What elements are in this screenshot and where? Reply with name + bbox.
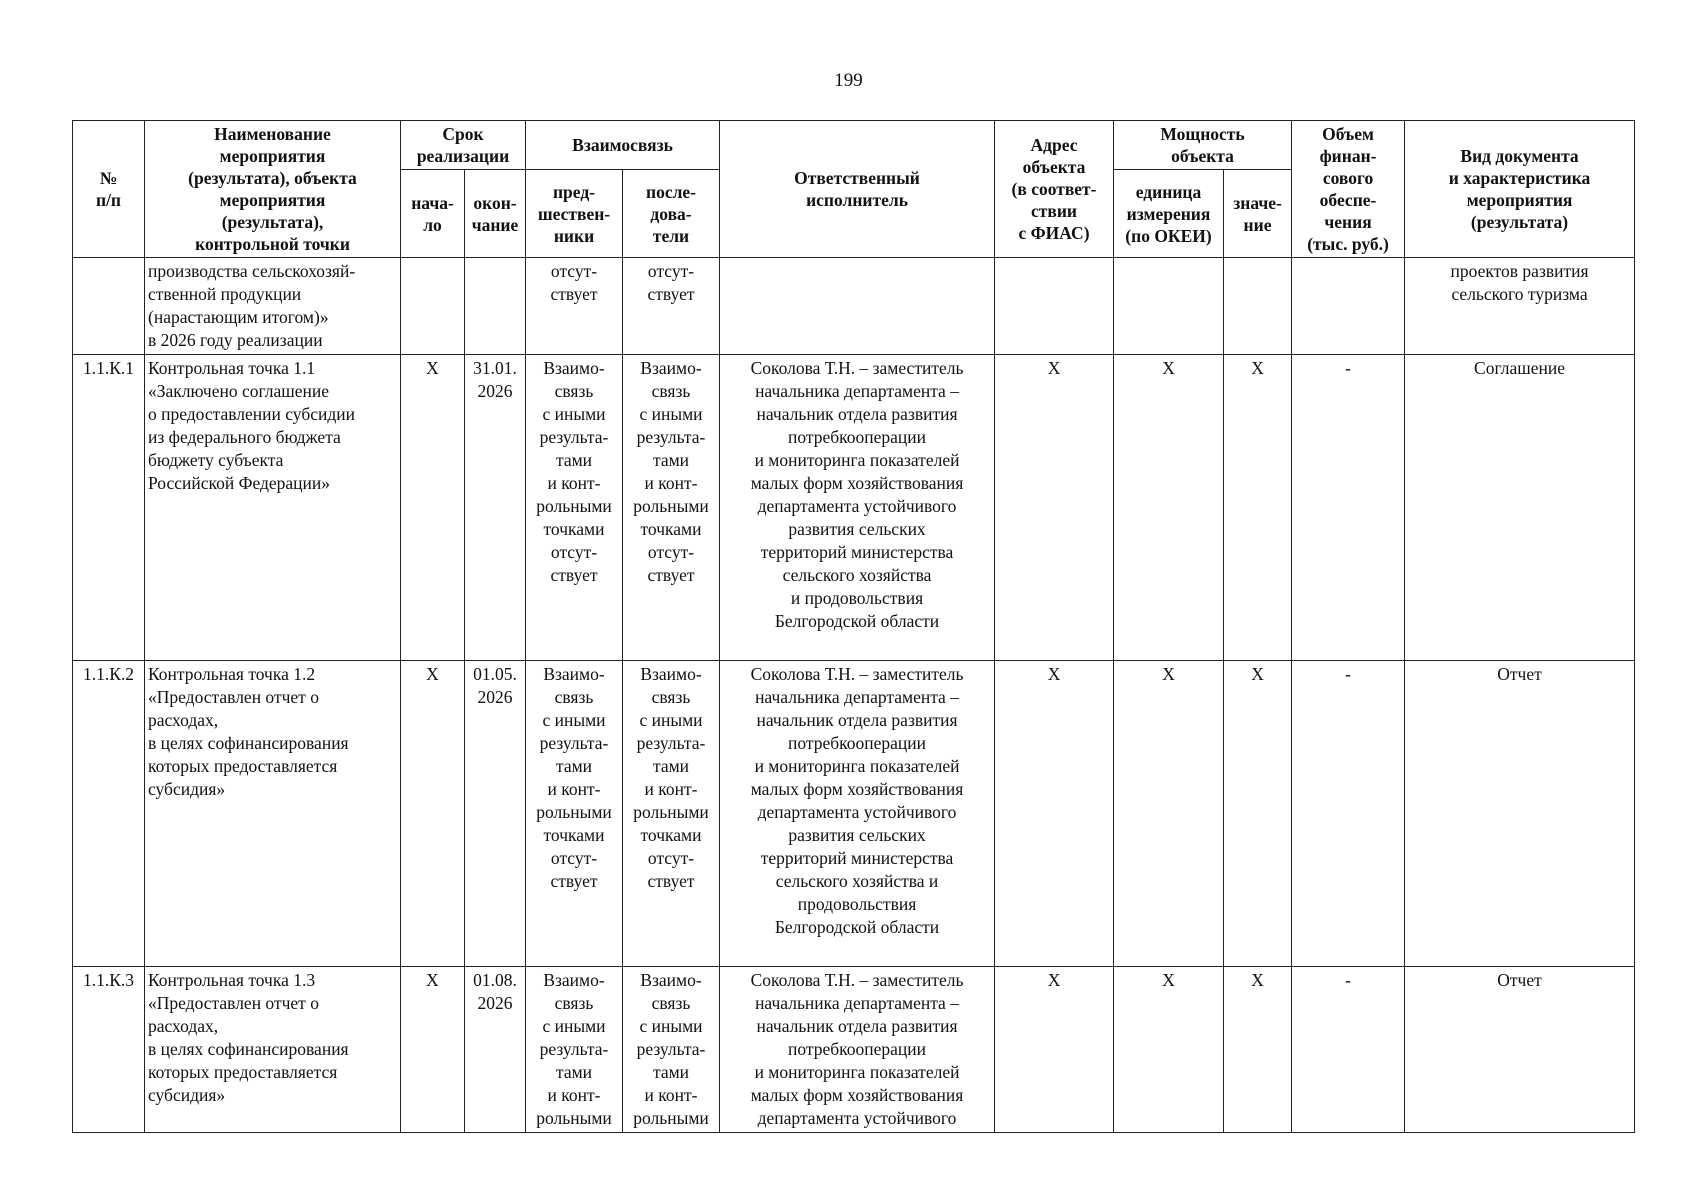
cell-prev: Взаимо- связь с иными результа- тами и конт- рольными точками отсут- ствует: [526, 661, 623, 967]
cell-name: Контрольная точка 1.2 «Предоставлен отчет о расходах, в целях софинансирования которых предоставляется субсидия»: [145, 661, 401, 967]
header-link-next: после- дова- тели: [623, 170, 720, 258]
cell-responsible: Соколова Т.Н. – заместитель начальника департамента – начальник отдела развития потребкооперации и мониторинга показателей малых форм хозяйствования департамента устойчивого развития сельских территорий министерства сельского хозяйства и продовольствия Белгородской области: [720, 661, 995, 967]
table-row: [73, 661, 1635, 967]
cell-funding: -: [1292, 967, 1405, 1133]
cell-start: X: [401, 967, 465, 1133]
cell-num: [73, 258, 145, 355]
header-capacity-unit: единица измерения (по ОКЕИ): [1114, 170, 1224, 258]
cell-address: X: [995, 967, 1114, 1133]
header-responsible: Ответственный исполнитель: [720, 121, 995, 258]
cell-value: X: [1224, 355, 1292, 661]
header-name: Наименование мероприятия (результата), объекта мероприятия (результата), контрольной точки: [145, 121, 401, 258]
cell-start: X: [401, 355, 465, 661]
cell-address: X: [995, 661, 1114, 967]
cell-end: 31.01. 2026: [465, 355, 526, 661]
cell-num: 1.1.К.1: [73, 355, 145, 661]
header-funding: Объем финан- сового обеспе- чения (тыс. руб.): [1292, 121, 1405, 258]
page-number: 199: [834, 70, 863, 91]
cell-name: производства сельскохозяй- ственной продукции (нарастающим итогом)» в 2026 году реализации: [145, 258, 401, 355]
cell-funding: -: [1292, 355, 1405, 661]
header-address: Адрес объекта (в соответ- ствии с ФИАС): [995, 121, 1114, 258]
cell-value: X: [1224, 661, 1292, 967]
cell-funding: [1292, 258, 1405, 355]
cell-prev: отсут- ствует: [526, 258, 623, 355]
plan-table: [72, 120, 1635, 1133]
cell-prev: Взаимо- связь с иными результа- тами и конт- рольными: [526, 967, 623, 1133]
cell-responsible: [720, 258, 995, 355]
cell-end: 01.08. 2026: [465, 967, 526, 1133]
continuation-row: [73, 258, 1635, 355]
header-link-prev: пред- шествен- ники: [526, 170, 623, 258]
cell-num: 1.1.К.3: [73, 967, 145, 1133]
cell-unit: X: [1114, 661, 1224, 967]
cell-value: X: [1224, 967, 1292, 1133]
header-term: Срок реализации: [401, 121, 526, 170]
header-term-start: нача- ло: [401, 170, 465, 258]
header-term-end: окон- чание: [465, 170, 526, 258]
cell-doc: Отчет: [1405, 967, 1635, 1133]
cell-next: Взаимо- связь с иными результа- тами и конт- рольными: [623, 967, 720, 1133]
cell-start: [401, 258, 465, 355]
cell-name: Контрольная точка 1.1 «Заключено соглашение о предоставлении субсидии из федерального бюджета бюджету субъекта Российской Федерации»: [145, 355, 401, 661]
cell-doc: проектов развития сельского туризма: [1405, 258, 1635, 355]
header-link: Взаимосвязь: [526, 121, 720, 170]
cell-prev: Взаимо- связь с иными результа- тами и конт- рольными точками отсут- ствует: [526, 355, 623, 661]
table-row: [73, 355, 1635, 661]
cell-next: Взаимо- связь с иными результа- тами и конт- рольными точками отсут- ствует: [623, 355, 720, 661]
header-row-1: [73, 121, 1635, 170]
cell-num: 1.1.К.2: [73, 661, 145, 967]
cell-responsible: Соколова Т.Н. – заместитель начальника департамента – начальник отдела развития потребкооперации и мониторинга показателей малых форм хозяйствования департамента устойчивого развития сельских территорий министерства сельского хозяйства и продовольствия Белгородской области: [720, 355, 995, 661]
cell-start: X: [401, 661, 465, 967]
cell-doc: Отчет: [1405, 661, 1635, 967]
cell-unit: [1114, 258, 1224, 355]
cell-unit: X: [1114, 967, 1224, 1133]
cell-end: 01.05. 2026: [465, 661, 526, 967]
header-doc: Вид документа и характеристика мероприятия (результата): [1405, 121, 1635, 258]
cell-responsible: Соколова Т.Н. – заместитель начальника департамента – начальник отдела развития потребкооперации и мониторинга показателей малых форм хозяйствования департамента устойчивого: [720, 967, 995, 1133]
table-row: [73, 967, 1635, 1133]
cell-next: отсут- ствует: [623, 258, 720, 355]
header-capacity: Мощность объекта: [1114, 121, 1292, 170]
cell-address: X: [995, 355, 1114, 661]
cell-value: [1224, 258, 1292, 355]
cell-unit: X: [1114, 355, 1224, 661]
cell-address: [995, 258, 1114, 355]
cell-end: [465, 258, 526, 355]
header-num: № п/п: [73, 121, 145, 258]
cell-doc: Соглашение: [1405, 355, 1635, 661]
cell-next: Взаимо- связь с иными результа- тами и конт- рольными точками отсут- ствует: [623, 661, 720, 967]
cell-funding: -: [1292, 661, 1405, 967]
cell-name: Контрольная точка 1.3 «Предоставлен отчет о расходах, в целях софинансирования которых предоставляется субсидия»: [145, 967, 401, 1133]
header-capacity-value: значе- ние: [1224, 170, 1292, 258]
